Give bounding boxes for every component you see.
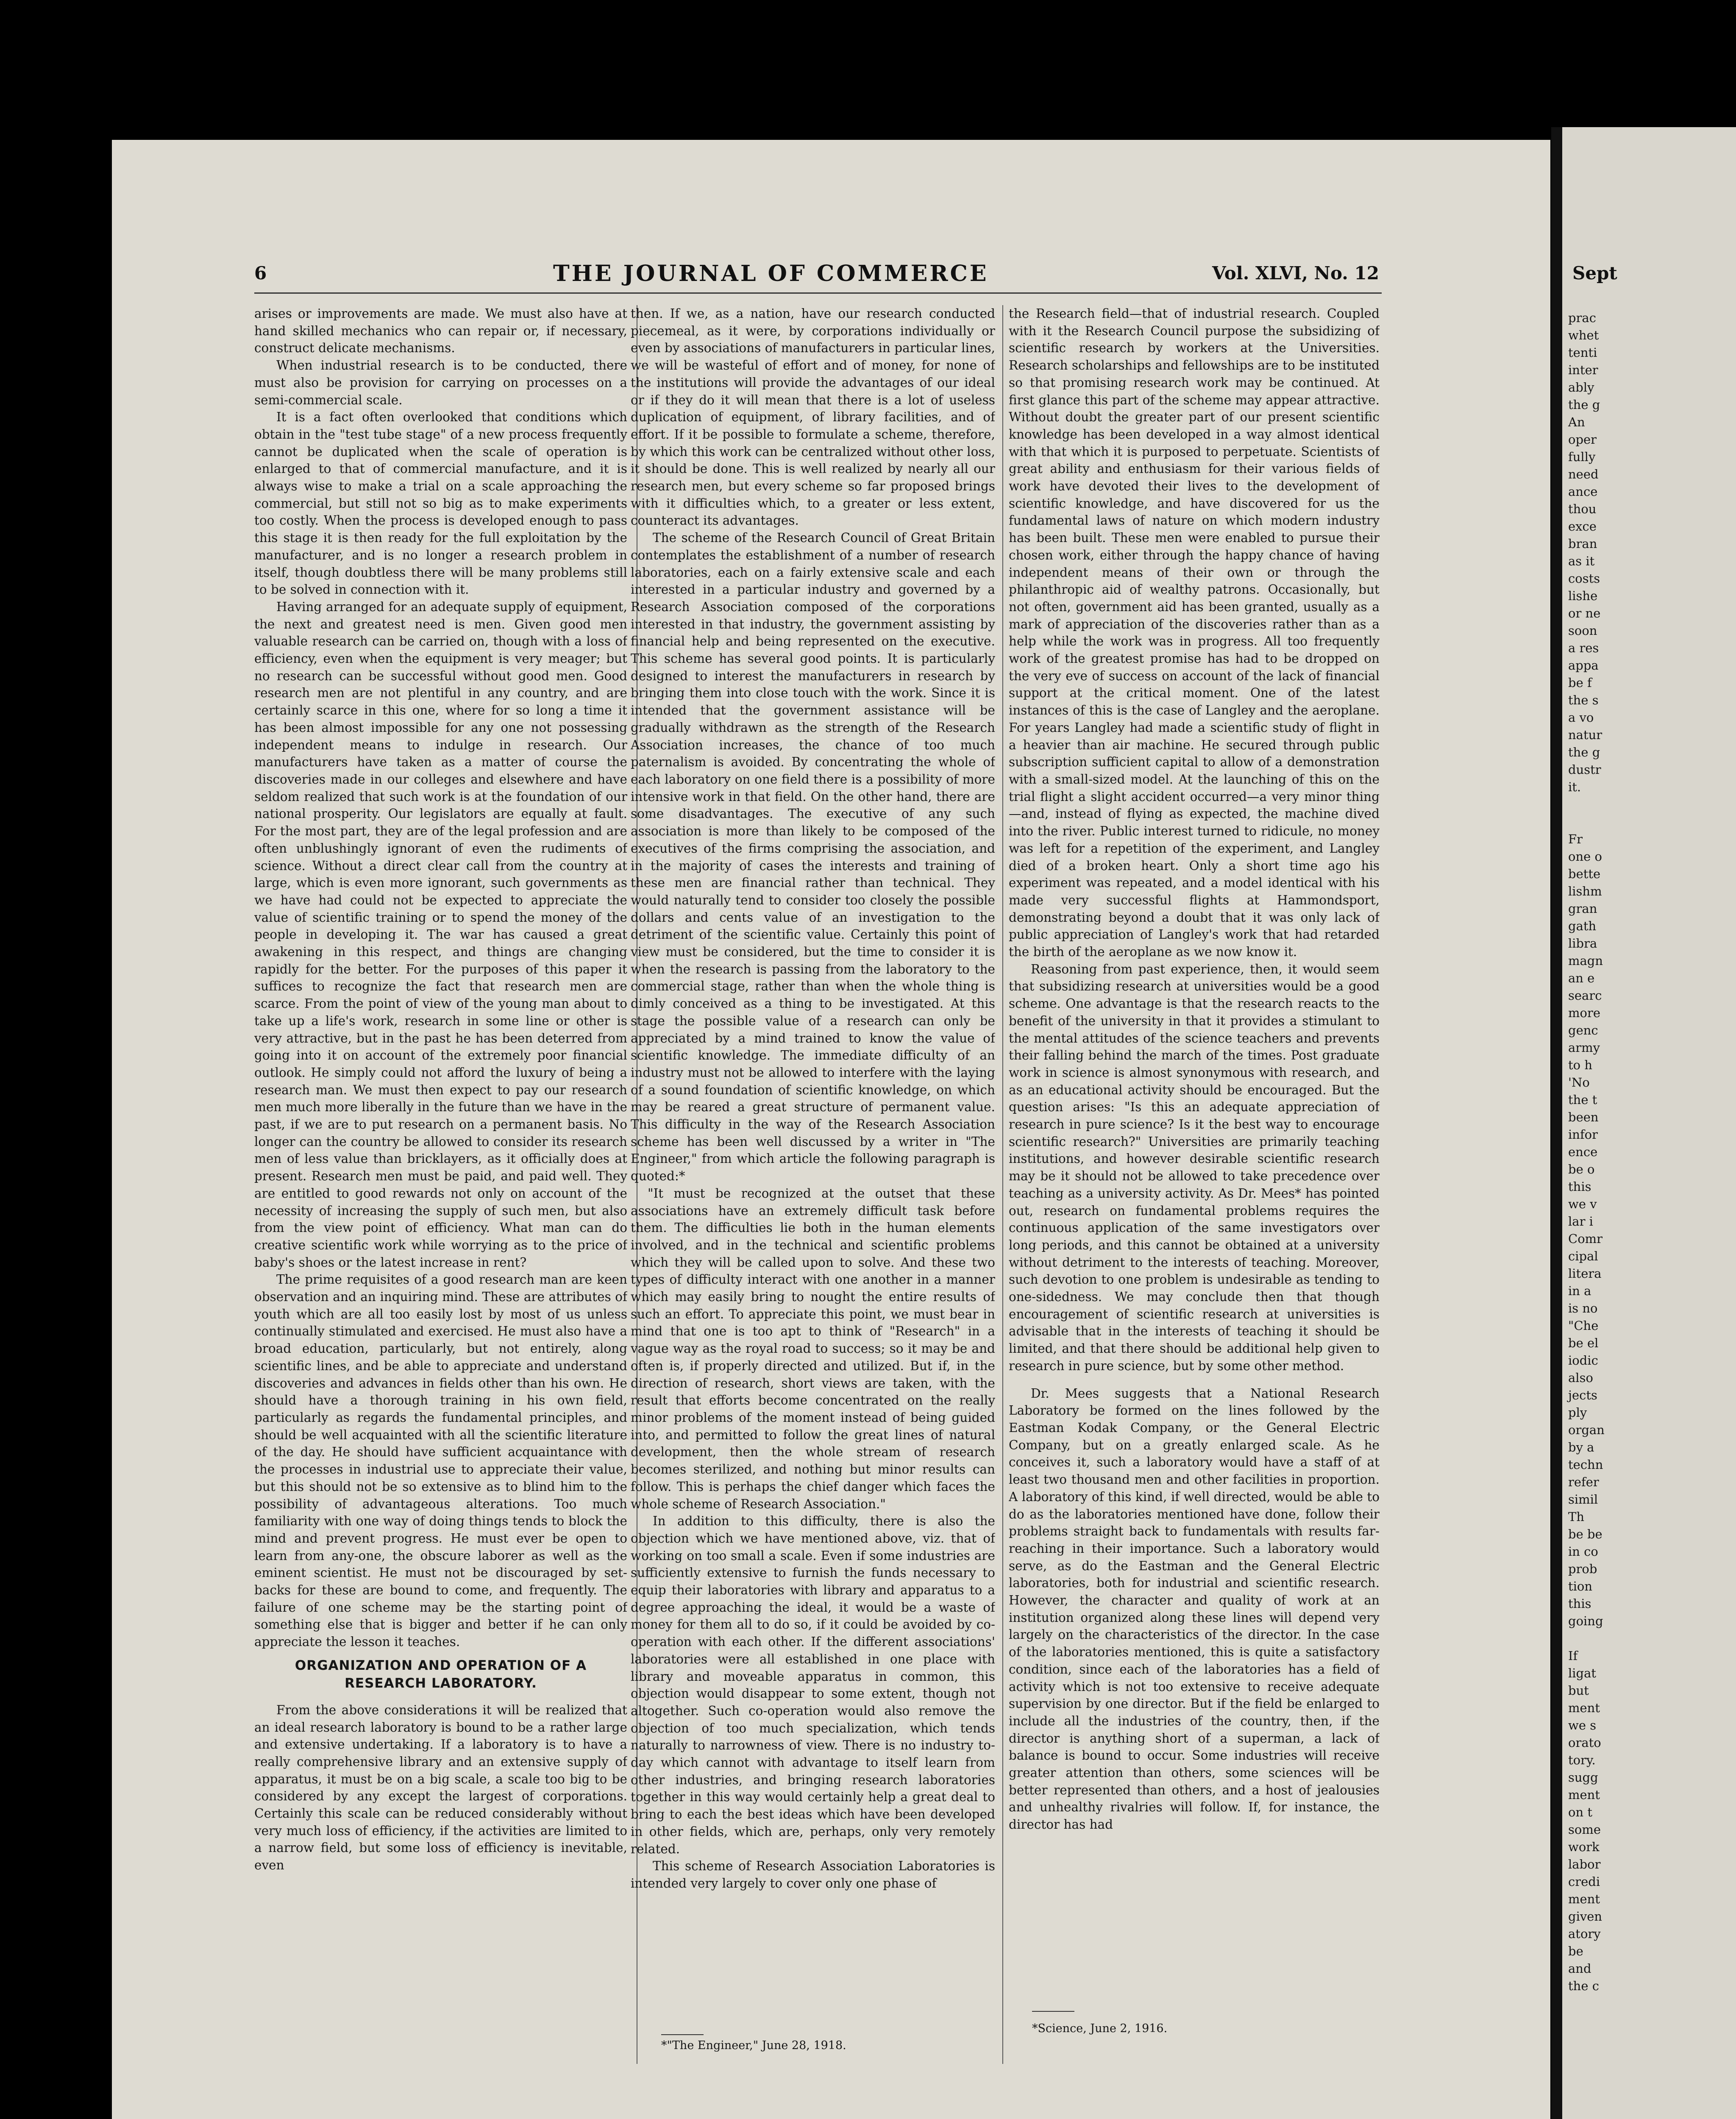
paragraph: Having arranged for an adequate supply of equipment, the next and greatest need is men. Given good men valuable research can be carried on, though with a loss of efficiency, even when the equipment is very meager; but no research can be successful without good men. Good research men are not plentiful in any country, and are certainly scarce in this one, where for so long a time it has been almost impossible for any one not possessing independent means to indulge in research. Our manufacturers have taken as a matter of course the discoveries made in our colleges and elsewhere and have seldom realized that such work is at the foundation of our national prosperity. Our legislators are equally at fault. For the most part, they are of the legal profession and are often unblushingly ignorant of even the rudiments of science. Without a direct clear call from the country at large, which is even more ignorant, such governments as we have had could not be expected to appreciate the value of scientific training or to spend the money of the people in developing it. The war has caused a great awakening in this respect, and things are changing rapidly for the better. For the purposes of this paper it suffices to recognize the fact that research men are scarce. From the point of view of the young man about to take up a life's work, research in some line or other is very attractive, but in the past he has been deterred from going into it on account of the extremely poor financial outlook. He simply could not afford the luxury of being a research man. We must then expect to pay our research men much more liberally in the future than we have in the past, if we are to put research on a permanent basis. No longer can the country be allowed to consider its research men of less value than bricklayers, as it officially does at present. Research men must be paid, and paid well. They are entitled to good rewards not only on account of the necessity of increasing the supply of such men, but also from the view point of efficiency. What man can do creative scientific work while worrying as to the price of baby's shoes or the latest increase in rent?	[254, 599, 627, 1270]
next-page-line-fragment: infor	[1568, 1127, 1598, 1142]
next-page-line-fragment: costs	[1568, 571, 1600, 586]
next-page-line-fragment: magn	[1568, 954, 1603, 968]
next-page-line-fragment: gath	[1568, 919, 1597, 933]
next-page-line-fragment: An	[1568, 415, 1585, 429]
next-page-line-fragment: on t	[1568, 1805, 1593, 1819]
next-page-line-fragment: in a	[1568, 1284, 1591, 1298]
next-page-line-fragment: prac	[1568, 311, 1596, 325]
next-page-line-fragment: tenti	[1568, 345, 1597, 360]
next-page-line-fragment: appa	[1568, 658, 1599, 673]
next-page-line-fragment: 'No	[1568, 1075, 1590, 1090]
next-page-line-fragment: ence	[1568, 1145, 1598, 1159]
next-page-line-fragment: searc	[1568, 988, 1602, 1003]
next-page-line-fragment: to h	[1568, 1058, 1593, 1072]
next-page-line-fragment: litera	[1568, 1266, 1602, 1281]
next-page-line-fragment: tion	[1568, 1579, 1593, 1593]
next-page-line-fragment: lar i	[1568, 1214, 1593, 1229]
paragraph: When industrial research is to be conducted, there must also be provision for carrying on processes on a semi-commercial scale.	[254, 358, 627, 407]
next-page-line-fragment: refer	[1568, 1475, 1599, 1489]
next-page-line-fragment: natur	[1568, 728, 1602, 742]
next-page-header-fragment: Sept	[1572, 263, 1617, 284]
next-page-line-fragment: we s	[1568, 1718, 1597, 1732]
next-page-line-fragment: one o	[1568, 849, 1602, 864]
next-page-line-fragment: but	[1568, 1683, 1589, 1698]
next-page-line-fragment: genc	[1568, 1023, 1598, 1037]
footnote: *Science, June 2, 1916.	[1032, 2022, 1168, 2035]
header-rule	[254, 292, 1382, 294]
next-page-line-fragment: been	[1568, 1110, 1599, 1124]
next-page-line-fragment: this	[1568, 1596, 1591, 1611]
next-page-line-fragment: the c	[1568, 1979, 1599, 1993]
volume-number: Vol. XLVI, No. 12	[1212, 263, 1379, 284]
paragraph: The scheme of the Research Council of Great Britain contemplates the establishment of a number of research laboratories, each on a fairly extensive scale and each interested in a particular industry and governed by a Research Association composed of the corporations interested in that industry, the government assisting by financial help and being represented on the executive. This scheme has several good points. It is particularly designed to interest the manufacturers in research by bringing them into close touch with the work. Since it is intended that the government assistance will be gradually withdrawn as the strength of the Research Association increases, the chance of too much paternalism is avoided. By concentrating the whole of each laboratory on one field there is a possibility of more intensive work in that field. On the other hand, there are some disadvantages. The executive of any such association is more than likely to be composed of the executives of the firms comprising the association, and in the majority of cases the interests and training of these men are financial rather than technical. They would naturally tend to consider too closely the possible dollars and cents value of an investigation to the detriment of the scientific value. Certainly this point of view must be considered, but the time to consider it is when the research is passing from the laboratory to the commercial stage, rather than when the whole thing is dimly conceived as a thing to be investigated. At this stage the possible value of a research can only be appreciated by a mind trained to know the value of scientific knowledge. The immediate difficulty of an industry must not be allowed to interfere with the laying of a sound foundation of scientific knowledge, on which may be reared a great structure of permanent value. This difficulty in the way of the Research Association scheme has been well discussed by a writer in "The Engineer," from which article the following paragraph is quoted:*	[631, 531, 995, 1184]
paragraph: the Research field—that of industrial research. Coupled with it the Research Council purpose the subsidizing of scientific research by workers at the Universities. Research scholarships and fellowships are to be instituted so that promising research work may be continued. At first glance this part of the scheme may appear attractive. Without doubt the greater part of our present scientific knowledge has been developed in a way almost identical with that which it is purposed to perpetuate. Scientists of great ability and enthusiasm for their various fields of work have devoted their lives to the development of scientific knowledge, and have discovered for us the fundamental laws of nature on which modern industry has been built. These men were enabled to pursue their chosen work, either through the happy chance of having independent means of their own or through the philanthropic aid of wealthy patrons. Occasionally, but not often, government aid has been granted, usually as a mark of appreciation of the discoveries rather than as a help while the work was in progress. All too frequently work of the greatest promise has had to be dropped on the very eve of success on account of the lack of financial support at the critical moment. One of the latest instances of this is the case of Langley and the aeroplane. For years Langley had made a scientific study of flight in a heavier than air machine. He secured through public subscription sufficient capital to allow of a demonstration with a small-sized model. At the launching of this on the trial flight a slight accident occurred—a very minor thing—and, instead of flying as expected, the machine dived into the river. Public interest turned to ridicule, no money was left for a repetition of the experiment, and Langley died of a broken heart. Only a short time ago his experiment was repeated, and a model identical with his made very successful flights at Hammondsport, demonstrating beyond a doubt that it was only lack of public appreciation of Langley's work that had retarded the birth of the aeroplane as we now know it.	[1009, 306, 1380, 959]
next-page-line-fragment: the g	[1568, 745, 1600, 759]
next-page-line-fragment: ably	[1568, 380, 1594, 395]
next-page-line-fragment: it.	[1568, 780, 1581, 794]
next-page-line-fragment: also	[1568, 1371, 1593, 1385]
next-page-line-fragment: be f	[1568, 676, 1592, 690]
next-page-line-fragment: work	[1568, 1840, 1600, 1854]
next-page-line-fragment: going	[1568, 1614, 1603, 1628]
next-page-line-fragment: techn	[1568, 1457, 1603, 1472]
next-page-line-fragment: a vo	[1568, 710, 1594, 725]
next-page-line-fragment: bran	[1568, 537, 1597, 551]
next-page-line-fragment: be el	[1568, 1336, 1599, 1350]
next-page-line-fragment: prob	[1568, 1562, 1597, 1576]
next-page-line-fragment: Comr	[1568, 1232, 1603, 1246]
masthead-title: THE JOURNAL OF COMMERCE	[553, 261, 989, 286]
next-page-line-fragment: iodic	[1568, 1353, 1598, 1368]
section-heading: ORGANIZATION AND OPERATION OF A RESEARCH LABORATORY.	[295, 1657, 587, 1691]
article-column-2	[631, 305, 995, 2022]
next-page-line-fragment: ligat	[1568, 1666, 1597, 1680]
next-page-line-fragment: exce	[1568, 519, 1597, 534]
next-page-line-fragment: If	[1568, 1649, 1578, 1663]
paragraph: From the above considerations it will be realized that an ideal research laboratory is bound to be a rather large and extensive undertaking. If a laboratory is to have a really comprehensive library and an extensive supply of apparatus, it must be on a big scale, a scale too big to be considered by any except the largest of corporations. Certainly this scale can be reduced considerably without very much loss of efficiency, if the activities are limited to a narrow field, but some loss of efficiency is inevitable, even	[254, 1702, 627, 1873]
next-page-line-fragment: ment	[1568, 1788, 1600, 1802]
footnote-rule	[1032, 2011, 1074, 2012]
paragraph: It is a fact often overlooked that conditions which obtain in the "test tube stage" of a new process frequently cannot be duplicated when the scale of operation is enlarged to that of commercial manufacture, and it is always wise to make a trial on a scale approaching the commercial, but still not so big as to make experiments too costly. When the process is developed enough to pass this stage it is then ready for the full exploitation by the manufacturer, and is no longer a research problem in itself, though doubtless there will be many problems still to be solved in connection with it.	[254, 410, 627, 597]
next-page-line-fragment: as it	[1568, 554, 1595, 568]
next-page-line-fragment: gran	[1568, 901, 1597, 916]
next-page-line-fragment: the s	[1568, 693, 1599, 707]
next-page-line-fragment: a res	[1568, 641, 1599, 655]
next-page-line-fragment: bette	[1568, 867, 1601, 881]
next-page-line-fragment: fully	[1568, 450, 1596, 464]
next-page-line-fragment: orato	[1568, 1735, 1601, 1750]
next-page-line-fragment: labor	[1568, 1857, 1601, 1872]
next-page-line-fragment: more	[1568, 1006, 1600, 1020]
paragraph: This scheme of Research Association Laboratories is intended very largely to cover only one phase of	[631, 1859, 995, 1891]
next-page-line-fragment: simil	[1568, 1492, 1598, 1507]
paragraph: then. If we, as a nation, have our research conducted piecemeal, as it were, by corporations individually or even by associations of manufacturers in particular lines, we will be wasteful of effort and of money, for none of the institutions will provide the advantages of our ideal or if they do it will mean that there is a lot of useless duplication of equipment, of library facilities, and of effort. If it be possible to formulate a scheme, therefore, by which this work can be centralized without other loss, it should be done. This is well realized by nearly all our research men, but every scheme so far proposed brings with it difficulties which, to a greater or less extent, counteract its advantages.	[631, 306, 995, 528]
article-column-3	[1009, 305, 1380, 2005]
next-page-line-fragment: or ne	[1568, 606, 1601, 620]
next-page-line-fragment: some	[1568, 1822, 1601, 1837]
footnote: *"The Engineer," June 28, 1918.	[661, 2039, 846, 2052]
next-page-line-fragment: tory.	[1568, 1753, 1596, 1767]
next-page-line-fragment: we v	[1568, 1197, 1597, 1211]
next-page-line-fragment: Fr	[1568, 832, 1583, 846]
article-column-1	[254, 305, 627, 2077]
next-page-line-fragment: atory	[1568, 1927, 1601, 1941]
next-page-line-fragment: and	[1568, 1961, 1591, 1976]
next-page-line-fragment: cipal	[1568, 1249, 1598, 1263]
next-page-line-fragment: army	[1568, 1040, 1600, 1055]
next-page-line-fragment: lishe	[1568, 589, 1598, 603]
paragraph: Reasoning from past experience, then, it would seem that subsidizing research at universities would be a good scheme. One advantage is that the research reacts to the benefit of the university in that it provides a stimulant to the mental attitudes of the science teachers and prevents their falling behind the march of the times. Post graduate work in science is almost synonymous with research, and as an educational activity should be encouraged. But the question arises: "Is this an adequate appreciation of research in pure science? Is it the best way to encourage scientific research?" Universities are primarily teaching institutions, and however desirable scientific research may be it should not be allowed to take precedence over teaching as a university activity. As Dr. Mees* has pointed out, research on fundamental problems requires the continuous application of the same investigators over long periods, and this cannot be obtained at a university without detriment to the interests of teaching. Moreover, such devotion to one problem is undesirable as tending to one-sidedness. We may conclude then that though encouragement of scientific research at universities is advisable that in the interests of teaching it should be limited, and that there should be additional help given to research in pure science, but by some other method.	[1009, 962, 1380, 1373]
next-page-line-fragment: by a	[1568, 1440, 1594, 1454]
next-page-line-fragment: sugg	[1568, 1770, 1598, 1785]
next-page-line-fragment: given	[1568, 1909, 1602, 1924]
next-page-line-fragment: the g	[1568, 398, 1600, 412]
next-page-line-fragment: jects	[1568, 1388, 1597, 1402]
next-page-line-fragment: be be	[1568, 1527, 1602, 1541]
next-page-line-fragment: thou	[1568, 502, 1597, 516]
next-page-line-fragment: whet	[1568, 328, 1599, 342]
next-page-line-fragment: ment	[1568, 1701, 1600, 1715]
next-page-line-fragment: is no	[1568, 1301, 1598, 1315]
next-page-line-fragment: need	[1568, 467, 1599, 481]
next-page-line-fragment: in co	[1568, 1544, 1598, 1559]
quoted-passage: "It must be recognized at the outset that these associations have an extremely difficult task before them. The difficulties lie both in the human elements involved, and in the technical and scientific problems which they will be called upon to solve. And these two types of difficulty interact with one another in a manner which may easily bring to nought the entire results of such an effort. To appreciate this point, we must bear in mind that one is too apt to think of "Research" in a vague way as the royal road to success; so it may be and often is, if properly directed and utilized. But if, in the direction of research, short views are taken, with the result that efforts become concentrated on the really minor problems of the moment instead of being guided into, and permitted to follow the great lines of natural development, then the whole stream of research becomes sterilized, and nothing but minor results can follow. This is perhaps the chief danger which faces the whole scheme of Research Association."	[631, 1186, 995, 1511]
next-page-line-fragment: organ	[1568, 1423, 1605, 1437]
next-page-line-fragment: Th	[1568, 1510, 1585, 1524]
paragraph: Dr. Mees suggests that a National Research Laboratory be formed on the lines followed by the Eastman Kodak Company, or the General Electric Company, but on a greatly enlarged scale. As he conceives it, such a laboratory would have a staff of at least two thousand men and other facilities in proportion. A laboratory of this kind, if well directed, would be able to do as the laboratories mentioned have done, follow their problems straight back to fundamentals with results far-reaching in their importance. Such a laboratory would serve, as do the Eastman and the General Electric laboratories, both for industrial and scientific research. However, the character and quality of work at an institution organized along these lines will depend very largely on the characteristics of the director. In the case of the laboratories mentioned, this is quite a satisfactory condition, since each of the laboratories has a field of activity which is not too extensive to receive adequate supervision by one director. But if the field be enlarged to include all the industries of the country, then, if the director is anything short of a superman, a lack of balance is bound to occur. Some industries will receive greater attention than others, some sciences will be better represented than others, and a host of jealousies and unhealthy rivalries will follow. If, for instance, the director has had	[1009, 1386, 1380, 1832]
next-page-line-fragment: be o	[1568, 1162, 1595, 1176]
next-page-line-fragment: libra	[1568, 936, 1597, 951]
paragraph: arises or improvements are made. We must also have at hand skilled mechanics who can repair or, if necessary, construct delicate mechanisms.	[254, 306, 627, 356]
next-page-line-fragment: dustr	[1568, 762, 1601, 777]
page-gutter	[1551, 127, 1562, 2119]
next-page-line-fragment: ment	[1568, 1892, 1600, 1906]
next-page-line-fragment: this	[1568, 1179, 1591, 1194]
next-page-line-fragment: lishm	[1568, 884, 1602, 898]
column-rule-2	[1002, 305, 1003, 2064]
next-page-line-fragment: be	[1568, 1944, 1583, 1958]
paragraph: The prime requisites of a good research man are keen observation and an inquiring mind. These are attributes of youth which are all too easily lost by most of us unless continually stimulated and exercised. He must also have a broad education, particularly, but not entirely, along scientific lines, and be able to appreciate and understand discoveries and advances in fields other than his own. He should have a thorough training in his own field, particularly as regards the fundamental principles, and should be well acquainted with all the scientific literature of the day. He should have sufficient acquaintance with the processes in industrial use to appreciate their value, but this should not be so extensive as to blind him to the possibility of advantageous alterations. Too much familiarity with one way of doing things tends to block the mind and prevent progress. He must ever be open to learn from any-one, the obscure laborer as well as the eminent scientist. He must not be discouraged by set-backs for these are bound to come, and frequently. The failure of one scheme may be the starting point of something else that is bigger and better if he can only appreciate the lesson it teaches.	[254, 1272, 627, 1649]
next-page-line-fragment: oper	[1568, 432, 1597, 447]
next-page-line-fragment: the t	[1568, 1093, 1597, 1107]
next-page-line-fragment: ance	[1568, 484, 1598, 499]
next-page-line-fragment: credi	[1568, 1874, 1600, 1889]
next-page-line-fragment: an e	[1568, 971, 1595, 985]
next-page-line-fragment: soon	[1568, 623, 1597, 638]
paragraph: In addition to this difficulty, there is also the objection which we have mentioned above, viz. that of working on too small a scale. Even if some industries are sufficiently extensive to furnish the funds necessary to equip their laboratories with library and apparatus to a degree approaching the ideal, it would be a waste of money for them all to do so, if it could be avoided by co-operation with each other. If the different associations' laboratories were all established in one place with library and moveable apparatus in common, this objection would disappear to some extent, though not altogether. Such co-operation would also remove the objection of too much specialization, which tends naturally to narrowness of view. There is no industry to-day which cannot with advantage to itself learn from other industries, and bringing research laboratories together in this way would certainly help a great deal to bring to each the best ideas which have been developed in other fields, which are, perhaps, only very remotely related.	[631, 1514, 995, 1856]
next-page-line-fragment: "Che	[1568, 1318, 1599, 1333]
next-page-line-fragment: inter	[1568, 363, 1598, 377]
footnote-rule	[661, 2034, 704, 2035]
next-page-line-fragment: ply	[1568, 1405, 1587, 1420]
page-number: 6	[254, 263, 267, 284]
